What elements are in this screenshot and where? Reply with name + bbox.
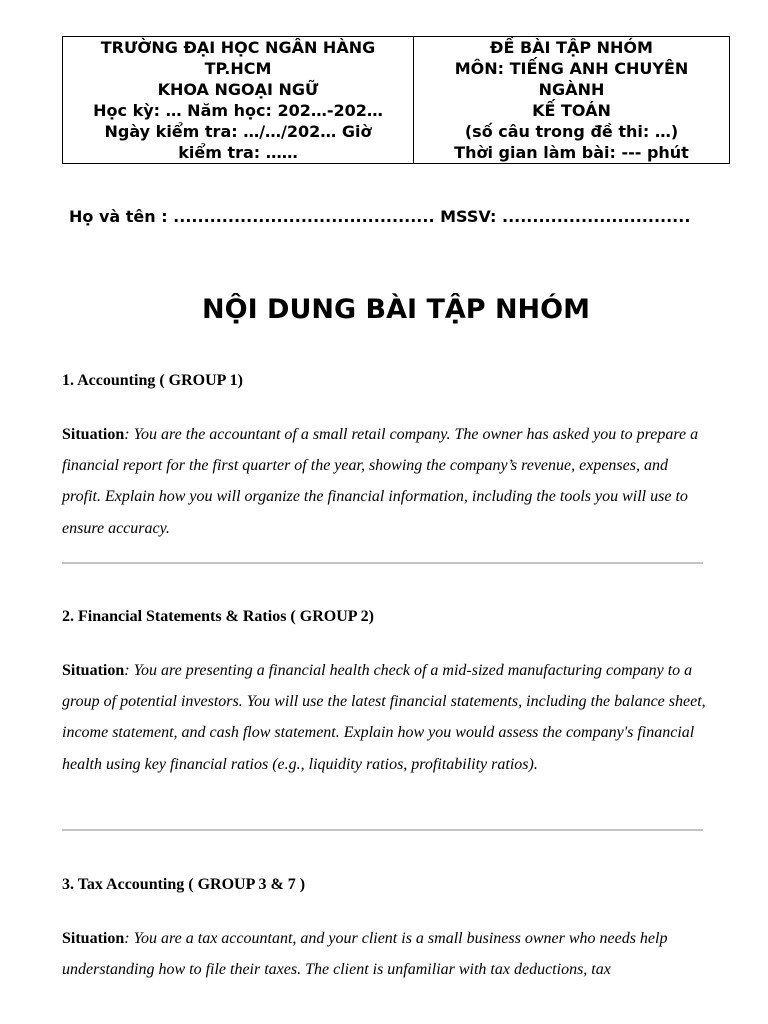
exam-time: kiểm tra: ……	[178, 143, 298, 162]
exam-date: Ngày kiểm tra: …/…/202… Giờ	[104, 122, 372, 141]
section-tax-accounting	[62, 874, 707, 985]
situation-paragraph	[62, 655, 707, 780]
situation-text: : You are the accountant of a small retail company. The owner has asked you to prepare a financial report for the first quarter of the year, showing the company’s revenue, expenses, and profit. Explain how you will organize the financial information, including the tools you will use to ensure accuracy.	[62, 426, 699, 537]
section-accounting	[62, 370, 707, 544]
subject-line-3: KẾ TOÁN	[532, 101, 611, 120]
institution-info-cell	[63, 37, 414, 164]
question-count: (số câu trong đề thi: …)	[464, 122, 679, 141]
university-name: TRƯỜNG ĐẠI HỌC NGÂN HÀNG	[100, 38, 376, 57]
section-financial-statements	[62, 606, 707, 780]
situation-paragraph	[62, 419, 707, 544]
section-divider	[62, 562, 703, 564]
exam-header-table	[62, 36, 730, 164]
exam-info-cell	[414, 37, 730, 164]
section-divider	[62, 829, 703, 831]
university-city: TP.HCM	[204, 59, 272, 78]
section-heading: 3. Tax Accounting ( GROUP 3 & 7 )	[62, 876, 306, 893]
situation-text: : You are presenting a financial health check of a mid-sized manufacturing company to a group of potential investors. You will use the latest financial statements, including the balance sheet, income statement, and cash flow statement. Explain how you would assess the company's financial health using key financial ratios (e.g., liquidity ratios, profitability ratios).	[62, 662, 706, 773]
duration: Thời gian làm bài: --- phút	[454, 143, 689, 162]
student-info-line: Họ và tên : ........................................... MSSV: ...............................	[69, 207, 691, 226]
subject-line-2: NGÀNH	[538, 80, 605, 99]
situation-label: Situation	[62, 930, 125, 947]
semester-year: Học kỳ: … Năm học: 202…-202…	[93, 101, 383, 120]
section-heading: 1. Accounting ( GROUP 1)	[62, 372, 243, 389]
situation-label: Situation	[62, 426, 125, 443]
page-title: NỘI DUNG BÀI TẬP NHÓM	[202, 294, 590, 325]
situation-text: : You are a tax accountant, and your client is a small business owner who needs help understanding how to file their taxes. The client is unfamiliar with tax deductions, tax	[62, 930, 668, 979]
exam-type: ĐỀ BÀI TẬP NHÓM	[490, 38, 653, 57]
subject-line-1: MÔN: TIẾNG ANH CHUYÊN	[454, 59, 689, 78]
situation-label: Situation	[62, 662, 125, 679]
section-heading: 2. Financial Statements & Ratios ( GROUP 2)	[62, 608, 374, 625]
situation-paragraph	[62, 923, 707, 985]
faculty-name: KHOA NGOẠI NGỮ	[157, 80, 319, 99]
